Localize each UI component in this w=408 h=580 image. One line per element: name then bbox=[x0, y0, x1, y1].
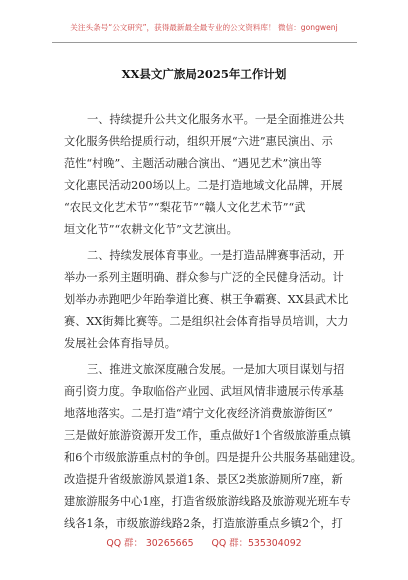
body-line: 赛、XX街舞比赛等。二是组织社会体育指导员培训，大力 bbox=[64, 315, 349, 328]
document-title: XX县文广旅局2025年工作计划 bbox=[121, 67, 287, 81]
body-line: 商引资力度。争取临俗产业园、武垣风情非遗展示传承基 bbox=[64, 385, 344, 398]
footer-qq-group-2: QQ 群：535304092 bbox=[211, 538, 302, 549]
footer-qq-group-1: QQ 群： 30265665 bbox=[106, 538, 194, 549]
header-banner: 关注头条号“公文研究”，获得最新最全最专业的公文资料库！ 微信：gongwenj bbox=[70, 23, 338, 32]
body-line: 举办一系列主题明确、群众参与广泛的全民健身活动。计 bbox=[64, 271, 344, 284]
body-line: 一、持续提升公共文化服务水平。一是全面推进公共 bbox=[87, 113, 345, 126]
body-line: 划举办赤跑吧少年跆拳道比赛、棋王争霸赛、XX县武术比 bbox=[64, 293, 349, 306]
body-line: 文化惠民活动200场以上。二是打造地域文化品牌，开展 bbox=[64, 179, 343, 192]
body-line: 发展社会体育指导员。 bbox=[64, 337, 176, 350]
body-line: 垣文化节”“农耕文化节”文艺演出。 bbox=[64, 223, 238, 236]
body-line: 改造提升省级旅游风景道1条、景区2类旅游厕所7座，新 bbox=[64, 473, 343, 486]
body-line: 线各1条，市级旅游线路2条，打造旅游重点乡镇2个，打 bbox=[64, 517, 343, 530]
body-line: 建旅游服务中心1座，打造省级旅游线路及旅游观光班车专 bbox=[64, 495, 351, 508]
footer-contacts bbox=[0, 535, 408, 549]
body-line: 三、推进文旅深度融合发展。一是加大项目谋划与招 bbox=[87, 363, 345, 376]
header-divider bbox=[52, 42, 357, 43]
body-line: 范性“村晚”、主题活动融合演出、“遇见艺术”演出等 bbox=[64, 157, 322, 170]
body-line: 二、持续发展体育事业。一是打造品牌赛事活动，开 bbox=[87, 249, 345, 262]
body-line: 文化服务供给提质行动，组织开展“六进”惠民演出、示 bbox=[64, 135, 333, 148]
body-line: 地落地落实。二是打造“靖宁文化夜经济消费旅游街区” bbox=[64, 407, 333, 420]
body-line: 和6个市级旅游重点村的争创。四是提升公共服务基础建设。 bbox=[64, 451, 362, 464]
body-line: 三是做好旅游资源开发工作，重点做好1个省级旅游重点镇 bbox=[64, 429, 351, 442]
body-line: “农民文化艺术节”“梨花节”“赣人文化艺术节”“武 bbox=[64, 201, 306, 214]
